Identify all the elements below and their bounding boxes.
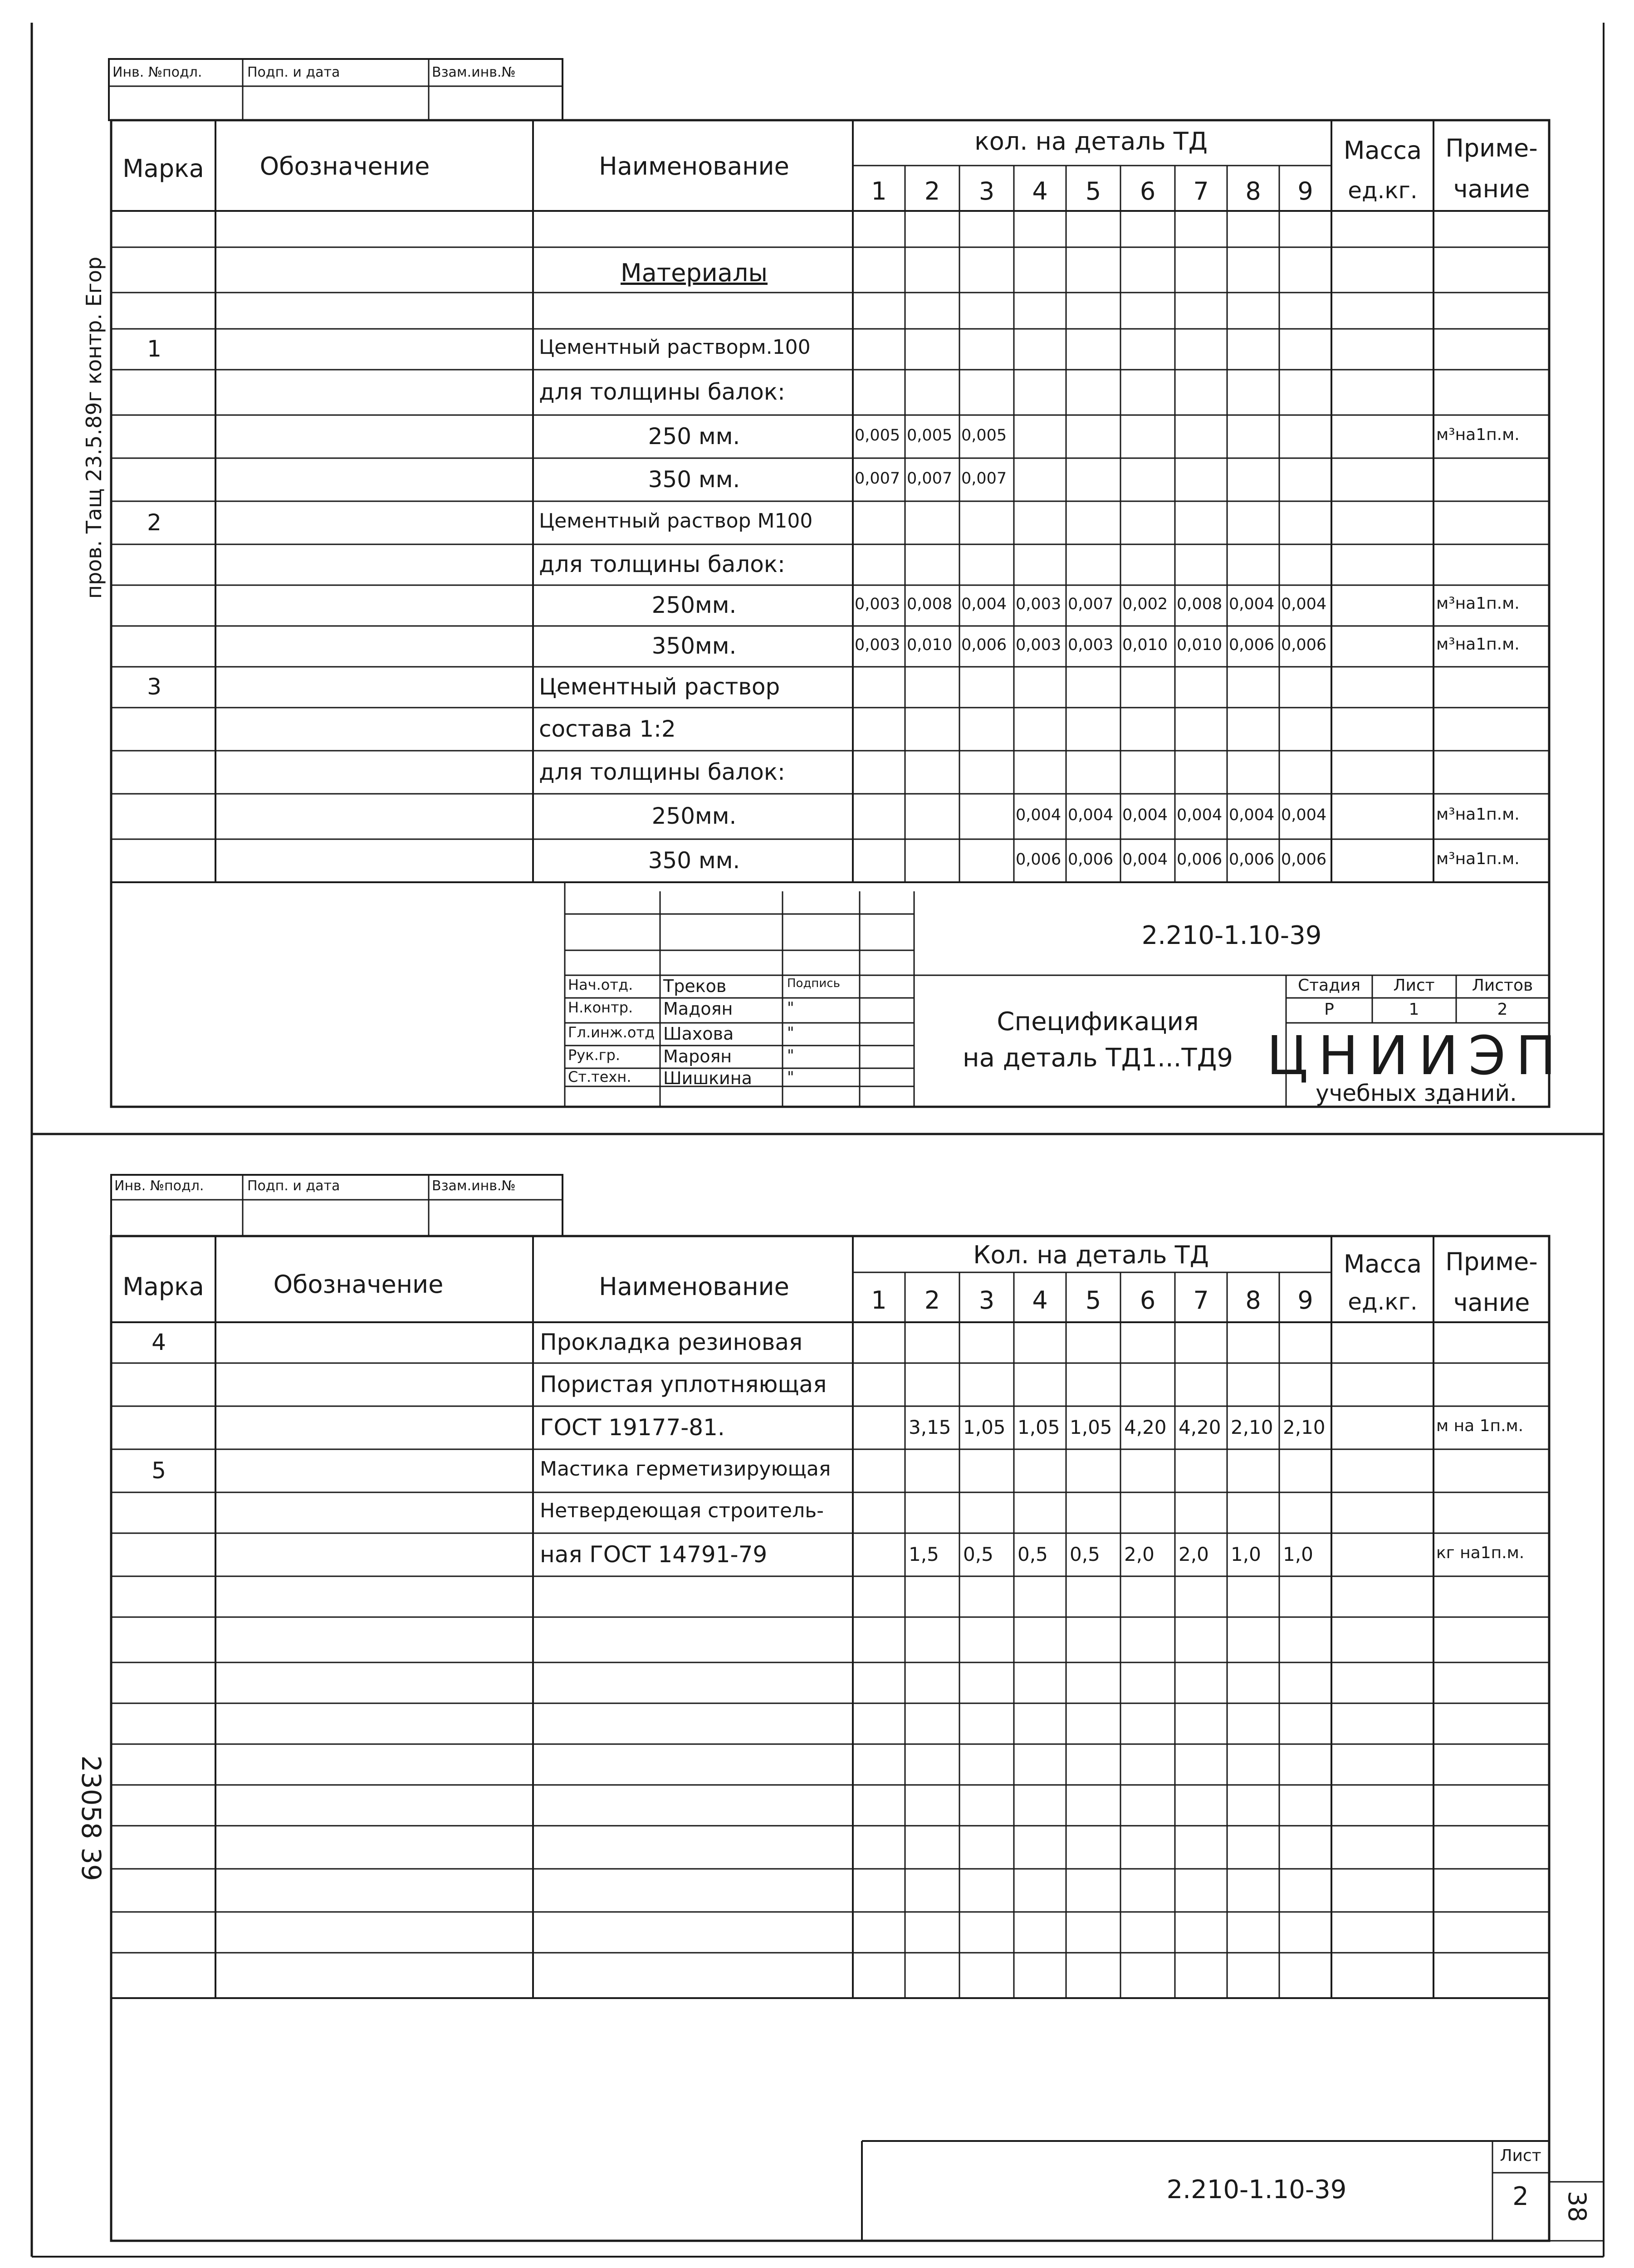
- signatory-name: Шахова: [663, 1024, 734, 1044]
- column-number-5: 5: [1085, 177, 1101, 205]
- table-row-name: 250мм.: [651, 592, 737, 618]
- qty-value: 2,10: [1231, 1416, 1273, 1438]
- stage-value: Р: [1324, 1000, 1334, 1019]
- signatory-role: Н.контр.: [568, 999, 633, 1016]
- header-mass: Масса: [1343, 136, 1422, 165]
- qty-value: 4,20: [1179, 1416, 1221, 1438]
- signatory-role: Ст.техн.: [568, 1068, 631, 1085]
- qty-value: 0,008: [907, 595, 953, 613]
- header-name: Наименование: [599, 152, 789, 181]
- column-number-9: 9: [1297, 177, 1313, 205]
- table-row-name: состава 1:2: [539, 715, 676, 742]
- qty-value: 0,006: [1068, 850, 1114, 869]
- stamp2-inv-label: Инв. №подл.: [114, 1178, 204, 1194]
- table-row-mark: 4: [152, 1329, 166, 1355]
- column-number-3: 3: [978, 1286, 995, 1315]
- header2-mass-unit: ед.кг.: [1348, 1289, 1418, 1315]
- column-number-8: 8: [1245, 1286, 1261, 1315]
- signatory-sign: Подпись: [787, 977, 840, 990]
- column-number-1: 1: [871, 177, 887, 205]
- signatory-name: Треков: [663, 976, 727, 996]
- qty-value: 0,004: [1281, 806, 1327, 824]
- qty-value: 0,006: [1016, 850, 1062, 869]
- qty-value: 0,5: [963, 1543, 993, 1565]
- header2-note2: чание: [1453, 1288, 1530, 1317]
- table-row-name: Мастика герметизирующая: [540, 1457, 831, 1481]
- column-number-7: 7: [1193, 1286, 1209, 1315]
- header-qty: кол. на деталь ТД: [974, 127, 1208, 156]
- signatory-sign: ": [787, 999, 794, 1017]
- qty-value: 0,5: [1018, 1543, 1048, 1565]
- qty-value: 0,006: [1229, 636, 1275, 654]
- table-row-name: для толщины балок:: [539, 379, 785, 405]
- header2-mass: Масса: [1343, 1250, 1422, 1278]
- qty-value: 0,004: [1122, 850, 1168, 869]
- column-number-7: 7: [1193, 177, 1209, 205]
- header2-name: Наименование: [599, 1272, 789, 1301]
- qty-value: 2,0: [1124, 1543, 1155, 1565]
- qty-value: 0,005: [961, 426, 1007, 445]
- table-row-name: 350мм.: [651, 633, 737, 659]
- qty-value: 0,004: [1177, 806, 1223, 824]
- table-row-note: м³на1п.м.: [1436, 635, 1520, 654]
- table-row-name: Цементный раствор: [539, 674, 780, 700]
- qty-value: 0,006: [1281, 636, 1327, 654]
- header-designation: Обозначение: [259, 152, 430, 181]
- signatory-sign: ": [787, 1068, 794, 1086]
- table-row-mark: 3: [147, 674, 161, 700]
- header2-designation: Обозначение: [273, 1270, 444, 1299]
- header2-qty: Кол. на деталь ТД: [973, 1241, 1209, 1269]
- sheets-value: 2: [1497, 1000, 1508, 1019]
- qty-value: 2,0: [1179, 1543, 1209, 1565]
- qty-value: 0,007: [907, 469, 953, 488]
- signatory-name: Шишкина: [663, 1068, 752, 1088]
- spec-title: Спецификация: [997, 1007, 1199, 1036]
- signatory-sign: ": [787, 1024, 794, 1042]
- table-row-name: Цементный растворм.100: [539, 336, 811, 359]
- qty-value: 0,004: [1281, 595, 1327, 613]
- table-row-note: м³на1п.м.: [1436, 805, 1520, 824]
- header2-mark: Марка: [122, 1272, 204, 1301]
- table-row-name: ГОСТ 19177-81.: [540, 1414, 725, 1441]
- table-row-name: Пористая уплотняющая: [540, 1371, 827, 1398]
- table-row-name: 350 мм.: [648, 847, 740, 874]
- qty-value: 0,004: [1229, 806, 1275, 824]
- signatory-name: Мадоян: [663, 999, 733, 1019]
- qty-value: 1,5: [909, 1543, 939, 1565]
- qty-value: 0,006: [1177, 850, 1223, 869]
- stamp-inv-label: Инв. №подл.: [113, 64, 202, 80]
- column-number-2: 2: [924, 177, 940, 205]
- column-number-3: 3: [978, 177, 995, 205]
- header-mark: Марка: [122, 154, 204, 183]
- qty-value: 0,004: [1016, 806, 1062, 824]
- signatory-sign: ": [787, 1046, 794, 1065]
- table-row-name: Цементный раствор М100: [539, 509, 813, 533]
- qty-value: 0,003: [855, 636, 900, 654]
- qty-value: 0,005: [855, 426, 900, 445]
- footer-sheet-value: 2: [1512, 2182, 1529, 2211]
- column-number-8: 8: [1245, 177, 1261, 205]
- qty-value: 0,007: [1068, 595, 1114, 613]
- qty-value: 0,002: [1122, 595, 1168, 613]
- sheets-label: Листов: [1472, 976, 1533, 995]
- drawing-code: 2.210-1.10-39: [1141, 921, 1322, 950]
- column-number-1: 1: [871, 1286, 887, 1315]
- qty-value: 1,05: [963, 1416, 1006, 1438]
- table-row-mark: 2: [147, 509, 161, 536]
- qty-value: 0,007: [961, 469, 1007, 488]
- qty-value: 0,006: [1281, 850, 1327, 869]
- qty-value: 0,008: [1177, 595, 1223, 613]
- table-row-note: кг на1п.м.: [1436, 1543, 1525, 1562]
- column-number-2: 2: [924, 1286, 940, 1315]
- qty-value: 0,003: [855, 595, 900, 613]
- footer-sheet-label: Лист: [1500, 2146, 1541, 2165]
- table-row-note: м³на1п.м.: [1436, 425, 1520, 444]
- qty-value: 0,006: [1229, 850, 1275, 869]
- qty-value: 0,003: [1016, 595, 1062, 613]
- org-subtitle: учебных зданий.: [1316, 1080, 1517, 1106]
- org-logo: ЦНИИЭП: [1266, 1024, 1566, 1087]
- qty-value: 0,010: [1177, 636, 1223, 654]
- qty-value: 3,15: [909, 1416, 951, 1438]
- qty-value: 0,5: [1070, 1543, 1100, 1565]
- spec-subtitle: на деталь ТД1...ТД9: [962, 1043, 1233, 1073]
- column-number-4: 4: [1032, 1286, 1048, 1315]
- footer-code: 2.210-1.10-39: [1166, 2175, 1347, 2204]
- sheet-value: 1: [1409, 1000, 1419, 1019]
- column-number-6: 6: [1140, 1286, 1156, 1315]
- archive-number: 23058 39: [76, 1755, 107, 1881]
- header-note2: чание: [1453, 175, 1530, 203]
- qty-value: 0,003: [1068, 636, 1114, 654]
- table-row-name: для толщины балок:: [539, 758, 785, 785]
- page-number: 38: [1563, 2191, 1591, 2222]
- column-number-9: 9: [1297, 1286, 1313, 1315]
- qty-value: 0,007: [855, 469, 900, 488]
- qty-value: 0,005: [907, 426, 953, 445]
- column-number-5: 5: [1085, 1286, 1101, 1315]
- table-row-name: Прокладка резиновая: [540, 1329, 803, 1355]
- table-row-name: 250мм.: [651, 803, 737, 829]
- stamp2-sign-label: Подп. и дата: [247, 1178, 340, 1194]
- qty-value: 0,004: [1122, 806, 1168, 824]
- qty-value: 0,004: [1229, 595, 1275, 613]
- table-row-name: для толщины балок:: [539, 551, 785, 577]
- signatory-role: Нач.отд.: [568, 976, 633, 993]
- qty-value: 1,0: [1231, 1543, 1261, 1565]
- qty-value: 0,010: [907, 636, 953, 654]
- table-row-name: 250 мм.: [648, 423, 740, 450]
- stamp-sign-label: Подп. и дата: [247, 64, 340, 80]
- column-number-6: 6: [1140, 177, 1156, 205]
- margin-side-note: пров. Тащ 23.5.89г контр. Егор: [82, 256, 106, 599]
- table-row-mark: 5: [152, 1457, 166, 1484]
- header2-note: Приме-: [1445, 1247, 1538, 1276]
- signatory-role: Гл.инж.отд: [568, 1024, 655, 1041]
- stamp-vzam-label: Взам.инв.№: [432, 64, 516, 80]
- section-title: Материалы: [621, 259, 768, 287]
- qty-value: 1,05: [1018, 1416, 1060, 1438]
- qty-value: 0,004: [961, 595, 1007, 613]
- qty-value: 1,05: [1070, 1416, 1112, 1438]
- qty-value: 0,010: [1122, 636, 1168, 654]
- table-row-name: Нетвердеющая строитель-: [540, 1499, 824, 1522]
- qty-value: 4,20: [1124, 1416, 1167, 1438]
- column-number-4: 4: [1032, 177, 1048, 205]
- qty-value: 1,0: [1283, 1543, 1313, 1565]
- table-row-note: м на 1п.м.: [1436, 1416, 1524, 1435]
- qty-value: 2,10: [1283, 1416, 1326, 1438]
- signatory-name: Мароян: [663, 1046, 732, 1066]
- qty-value: 0,003: [1016, 636, 1062, 654]
- qty-value: 0,006: [961, 636, 1007, 654]
- table-row-name: ная ГОСТ 14791-79: [540, 1541, 768, 1568]
- table-row-mark: 1: [147, 336, 161, 362]
- table-row-note: м³на1п.м.: [1436, 849, 1520, 868]
- sheet-label: Лист: [1393, 976, 1435, 995]
- stage-label: Стадия: [1297, 976, 1361, 995]
- table-row-note: м³на1п.м.: [1436, 594, 1520, 613]
- signatory-role: Рук.гр.: [568, 1046, 621, 1064]
- header-note: Приме-: [1445, 134, 1538, 162]
- stamp2-vzam-label: Взам.инв.№: [432, 1178, 516, 1194]
- table-row-name: 350 мм.: [648, 466, 740, 493]
- header-mass-unit: ед.кг.: [1348, 177, 1418, 204]
- qty-value: 0,004: [1068, 806, 1114, 824]
